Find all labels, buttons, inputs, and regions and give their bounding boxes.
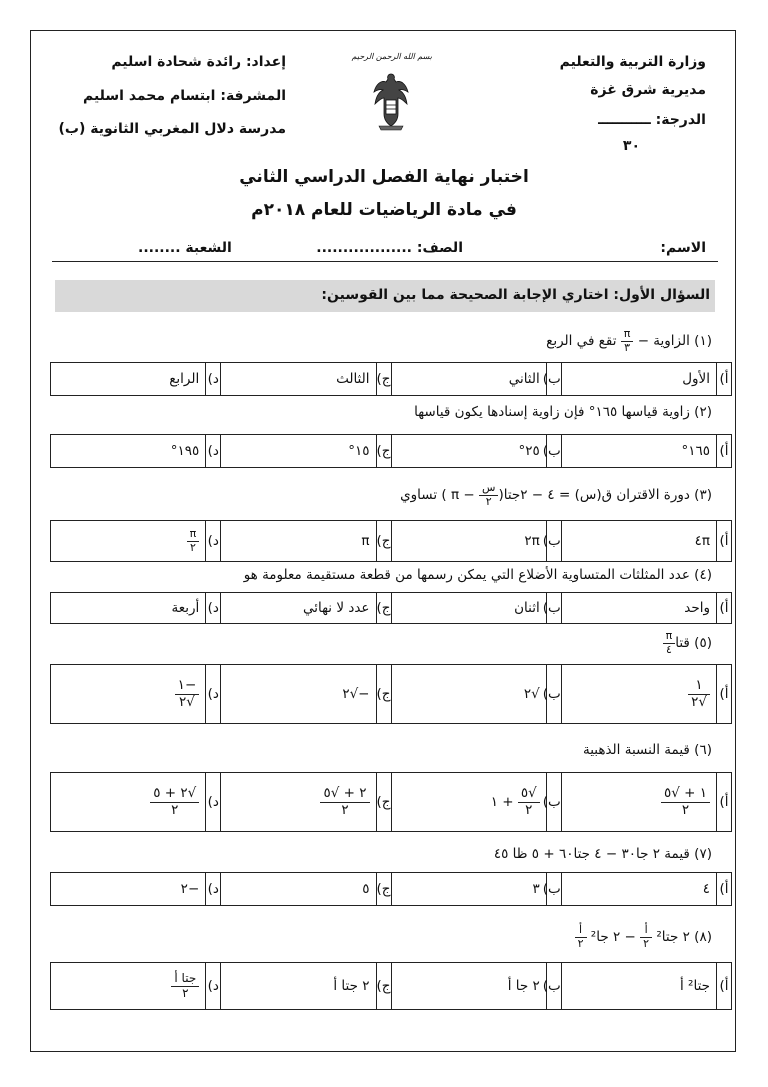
- option-d[interactable]: $\frac{√٢ + ٥}{٢}$: [51, 773, 206, 832]
- question-number: (١): [694, 333, 712, 350]
- section-label: الشعبة ........: [138, 240, 232, 256]
- section-heading: السؤال الأول: اختاري الإجابة الصحيحة مما بين القوسين:: [321, 287, 710, 303]
- option-b[interactable]: √٢: [391, 665, 546, 724]
- fraction: $\frac{\pi}{٣}$: [621, 328, 634, 354]
- directorate-name: مديرية شرق غزة: [590, 82, 706, 98]
- class-label: الصف: ..................: [316, 240, 463, 256]
- option-a[interactable]: ٤: [561, 873, 716, 906]
- question-8: (٨) ٢ جتا² $\frac{\text{أ}}{٢}$ − ٢ جا² $\frac{\text{أ}}{٢}$: [575, 924, 712, 950]
- supervisor: المشرفة: ابتسام محمد اسليم: [82, 88, 286, 104]
- options-table-1: الرابع د) الثالث ج) الثاني ب) الأول أ): [50, 362, 732, 396]
- option-c[interactable]: π: [221, 521, 376, 562]
- option-c[interactable]: عدد لا نهائي: [221, 593, 376, 624]
- option-a[interactable]: ١٦٥°: [561, 435, 716, 468]
- option-a[interactable]: جتا² أ: [561, 963, 716, 1010]
- school-name: مدرسة دلال المغربي الثانوية (ب): [58, 121, 286, 137]
- question-7: (٧) قيمة ٢ جا٣٠ − ٤ جتا٦٠ + ٥ ظا ٤٥: [493, 846, 712, 862]
- options-table-4: أربعة د) عدد لا نهائي ج) اثنان ب) واحد أ): [50, 592, 732, 624]
- option-c[interactable]: $\frac{٢ + √٥}{٢}$: [221, 773, 376, 832]
- grade-label: الدرجة: ـــــــــــ: [598, 112, 706, 128]
- option-b[interactable]: ٢π: [391, 521, 546, 562]
- options-table-3: $\frac{\pi}{٢}$ د) π ج) ٢π ب) ٤π أ): [50, 520, 732, 562]
- palestine-eagle-emblem-icon: [371, 70, 411, 132]
- option-b[interactable]: $\frac{√٥}{٢}$ + ١: [391, 773, 546, 832]
- prepared-by: إعداد: رائدة شحادة اسليم: [111, 54, 286, 70]
- option-c[interactable]: ٢ جتا أ: [221, 963, 376, 1010]
- options-table-2: ١٩٥° د) ١٥° ج) ٢٥° ب) ١٦٥° أ): [50, 434, 732, 468]
- option-d[interactable]: ١٩٥°: [51, 435, 206, 468]
- question-1: (١) الزاوية − $\frac{\pi}{٣}$ تقع في الربع: [546, 327, 712, 354]
- exam-subject: في مادة الرياضيات للعام ٢٠١٨م: [251, 200, 517, 220]
- option-a[interactable]: الأول: [561, 363, 716, 396]
- ministry-name: وزارة التربية والتعليم: [559, 54, 706, 70]
- option-a[interactable]: واحد: [561, 593, 716, 624]
- options-table-8: $\frac{\text{جتا أ}}{٢}$ د) ٢ جتا أ ج) ٢ جا أ ب) جتا² أ أ): [50, 962, 732, 1010]
- option-c[interactable]: −√٢: [221, 665, 376, 724]
- options-table-6: $\frac{√٢ + ٥}{٢}$ د) $\frac{٢ + √٥}{٢}$ ج) $\frac{√٥}{٢}$ + ١ ب) $\frac{١ + √٥}{٢}$ أ): [50, 772, 732, 832]
- options-table-7: −٢ د) ٥ ج) ٣ ب) ٤ أ): [50, 872, 732, 906]
- option-c[interactable]: ٥: [221, 873, 376, 906]
- option-d[interactable]: $\frac{\pi}{٢}$: [51, 521, 206, 562]
- question-3: (٣) دورة الاقتران ق(س) = ٤ − ٢جتا( $\frac{\text{س}}{٢}$ − π ) تساوي: [400, 481, 712, 508]
- option-c[interactable]: ١٥°: [221, 435, 376, 468]
- option-d[interactable]: −٢: [51, 873, 206, 906]
- option-b[interactable]: اثنان: [391, 593, 546, 624]
- student-name-label: الاسم:: [660, 240, 706, 256]
- option-d[interactable]: $\frac{\text{جتا أ}}{٢}$: [51, 963, 206, 1010]
- option-a[interactable]: $\frac{١}{√٢}$: [561, 665, 716, 724]
- option-d[interactable]: $\frac{-١}{√٢}$: [51, 665, 206, 724]
- options-table-5: $\frac{-١}{√٢}$ د) −√٢ ج) √٢ ب) $\frac{١}{√٢}$ أ): [50, 664, 732, 724]
- question-5: (٥) قتا $\frac{\pi}{٤}$: [663, 630, 712, 656]
- option-a[interactable]: ٤π: [561, 521, 716, 562]
- divider: [52, 261, 718, 262]
- option-d[interactable]: أربعة: [51, 593, 206, 624]
- option-c[interactable]: الثالث: [221, 363, 376, 396]
- question-2: (٢) زاوية قياسها ١٦٥° فإن زاوية إسنادها يكون قياسها: [414, 404, 712, 420]
- option-b[interactable]: ٢٥°: [391, 435, 546, 468]
- option-b[interactable]: الثاني: [391, 363, 546, 396]
- exam-title: اختبار نهاية الفصل الدراسي الثاني: [239, 167, 529, 187]
- grade-total: ٣٠: [622, 138, 640, 154]
- option-a[interactable]: $\frac{١ + √٥}{٢}$: [561, 773, 716, 832]
- option-b[interactable]: ٣: [391, 873, 546, 906]
- option-d[interactable]: الرابع: [51, 363, 206, 396]
- question-6: (٦) قيمة النسبة الذهبية: [582, 742, 712, 758]
- option-b[interactable]: ٢ جا أ: [391, 963, 546, 1010]
- basmala: بسم الله الرحمن الرحيم: [351, 52, 432, 61]
- question-4: (٤) عدد المثلثات المتساوية الأضلاع التي يمكن رسمها من قطعة مستقيمة معلومة هو: [243, 567, 712, 583]
